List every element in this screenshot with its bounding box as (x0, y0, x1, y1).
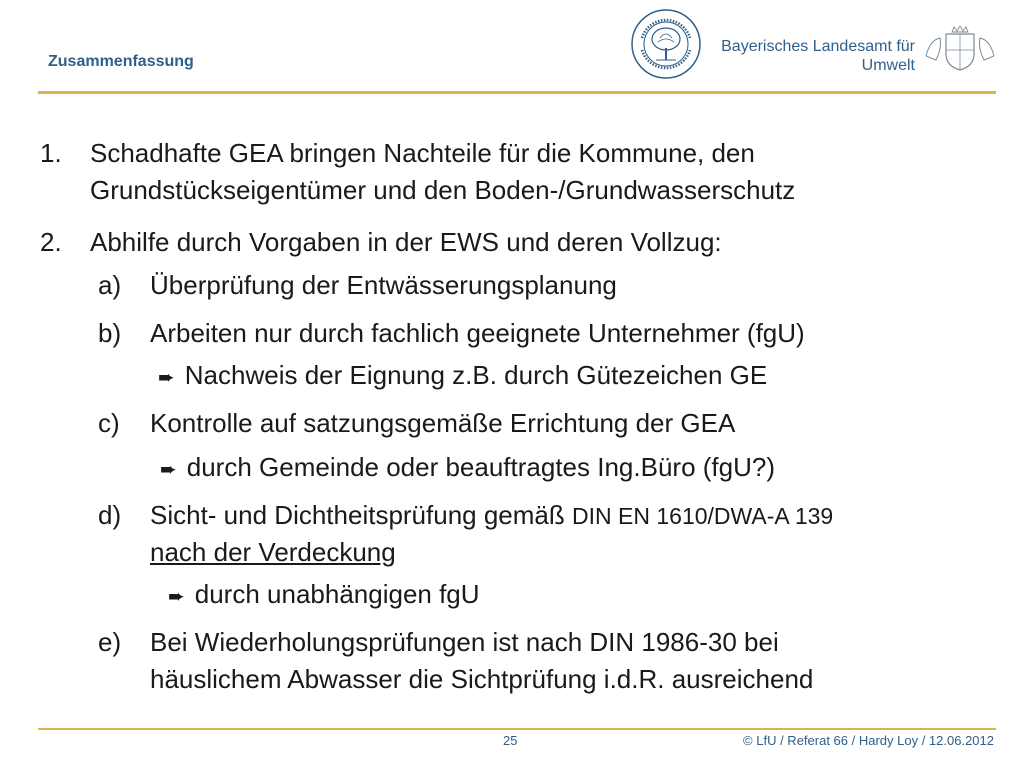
sub-item-letter: a) (98, 270, 122, 300)
arrow-note (160, 452, 775, 485)
slide-title: Zusammenfassung (48, 53, 194, 70)
arrow-note-text: durch unabhängigen fgU (194, 579, 480, 609)
arrow-right-icon: ➨ (168, 586, 185, 608)
arrow-right-icon: ➨ (158, 367, 175, 389)
sub-item-text-underlined: nach der Verdeckung (150, 537, 396, 567)
list-item-text: Abhilfe durch Vorgaben in der EWS und deren Vollzug: (90, 227, 722, 257)
sub-item-text (150, 500, 833, 531)
sub-item-letter: c) (98, 408, 120, 438)
sub-item-text: Überprüfung der Entwässerungsplanung (150, 270, 617, 300)
sub-item-letter: b) (98, 318, 122, 348)
footer-copyright: © LfU / Referat 66 / Hardy Loy / 12.06.2012 (743, 733, 994, 748)
arrow-right-icon: ➨ (160, 459, 177, 481)
page-number: 25 (503, 733, 518, 748)
list-item-text: Schadhafte GEA bringen Nachteile für die Kommune, den (90, 138, 755, 168)
org-name-line2: Umwelt (861, 57, 915, 74)
sub-item-letter: d) (98, 500, 122, 530)
list-item-text: Grundstückseigentümer und den Boden-/Grundwasserschutz (90, 175, 796, 205)
arrow-note (158, 360, 767, 393)
sub-item-text: häuslichem Abwasser die Sichtprüfung i.d.R. ausreichend (150, 664, 814, 694)
footer-divider (38, 728, 996, 730)
list-number: 2. (40, 227, 62, 257)
arrow-note (168, 579, 480, 612)
arrow-note-text: durch Gemeinde oder beauftragtes Ing.Büro (fgU?) (186, 452, 775, 482)
arrow-note-text: Nachweis der Eignung z.B. durch Gütezeichen GE (184, 360, 768, 390)
sub-item-text-standard: DIN EN 1610/DWA-A 139 (572, 503, 834, 529)
sub-item-letter: e) (98, 627, 122, 657)
list-number: 1. (40, 138, 62, 168)
sub-item-text: Kontrolle auf satzungsgemäße Errichtung der GEA (150, 408, 736, 438)
sub-item-text: Bei Wiederholungsprüfungen ist nach DIN 1986-30 bei (150, 627, 779, 657)
org-name-line1: Bayerisches Landesamt für (721, 38, 915, 55)
sub-item-text: Arbeiten nur durch fachlich geeignete Unternehmer (fgU) (150, 318, 805, 348)
sub-item-text-main: Sicht- und Dichtheitsprüfung gemäß (150, 500, 565, 530)
